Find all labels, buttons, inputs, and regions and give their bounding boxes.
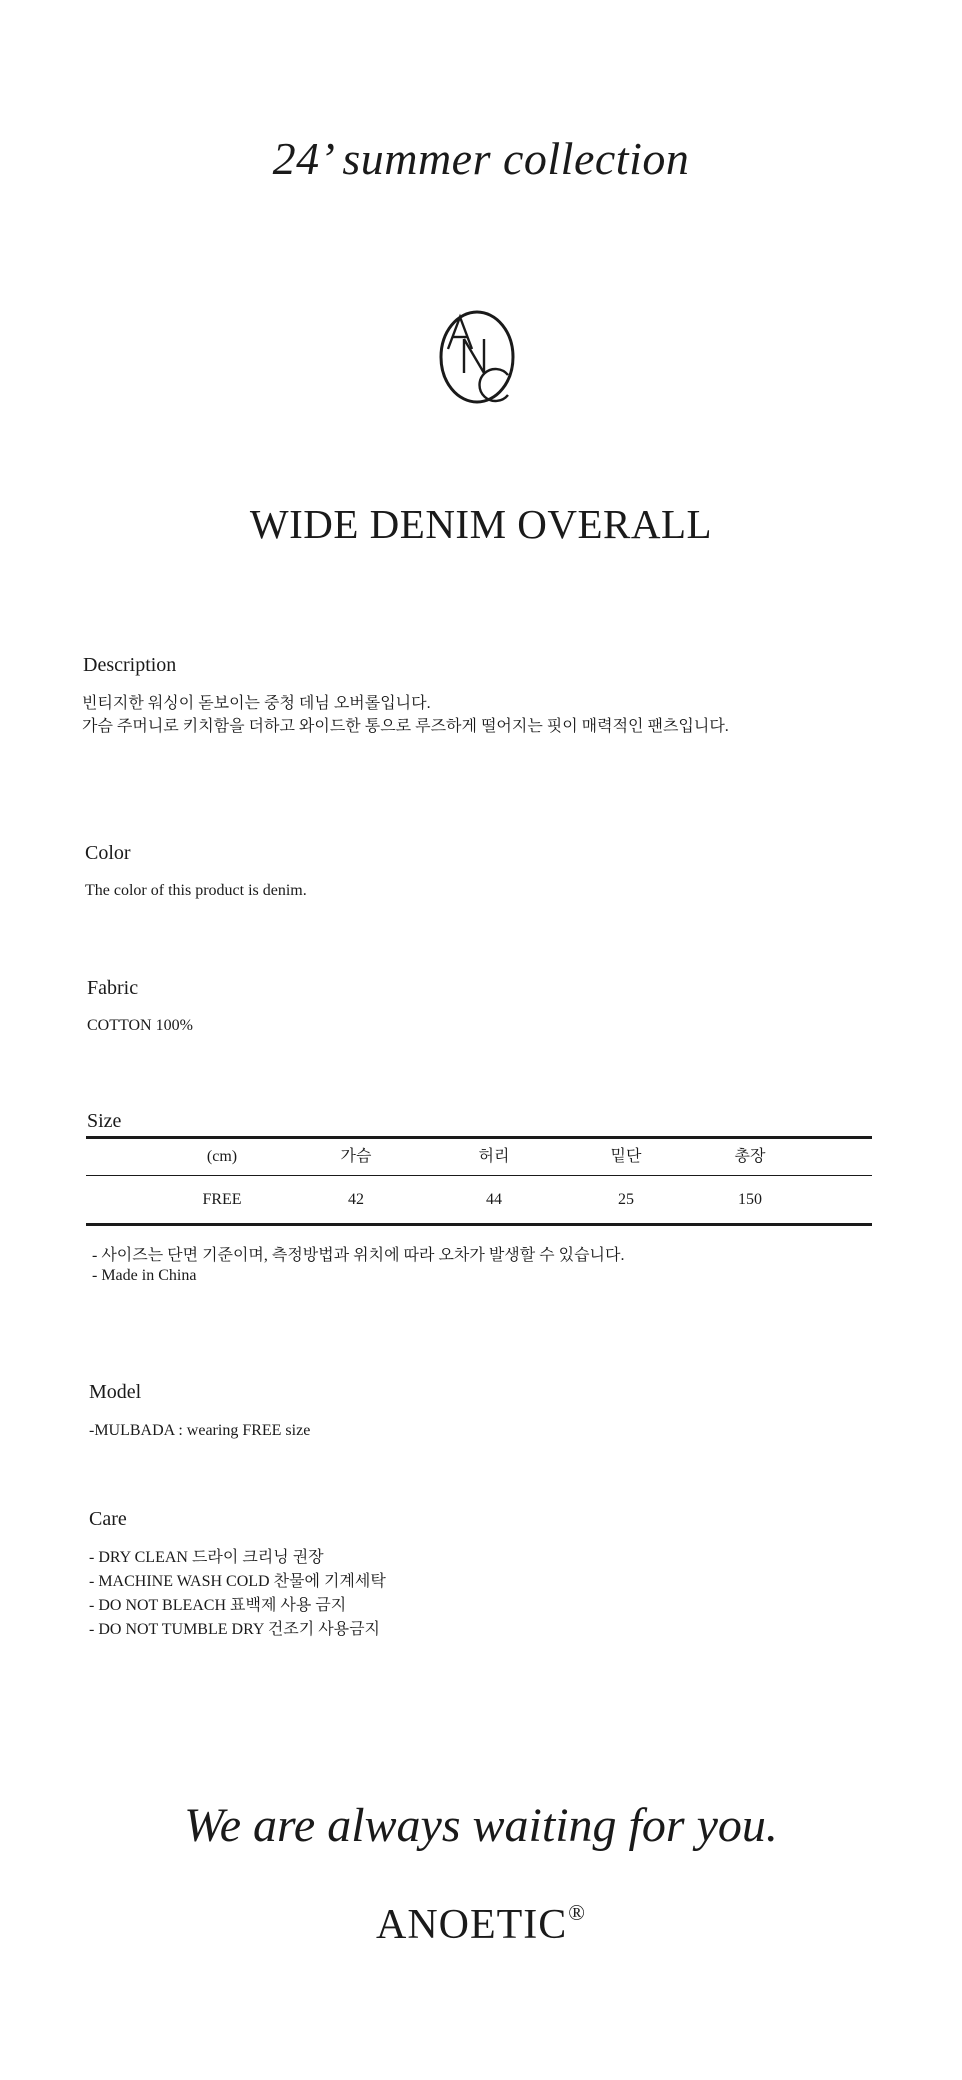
header-cell-waist: 허리: [478, 1148, 510, 1165]
size-cell: 44: [486, 1191, 502, 1208]
care-item: - DO NOT TUMBLE DRY 건조기 사용금지: [89, 1621, 381, 1638]
anc-monogram-icon: [438, 309, 516, 405]
table-rule-bottom: [86, 1223, 872, 1226]
care-title: Care: [89, 1508, 127, 1530]
brand-name: [0, 1900, 962, 1949]
header-cell-length: 총장: [734, 1148, 766, 1165]
header-cell-chest: 가슴: [340, 1148, 372, 1165]
collection-title: 24’ summer collection: [272, 133, 690, 184]
fabric-title: Fabric: [87, 977, 139, 999]
closing-message: We are always waiting for you.: [184, 1799, 778, 1852]
model-title: Model: [89, 1381, 142, 1403]
size-note: - Made in China: [92, 1267, 197, 1284]
care-item: - DO NOT BLEACH 표백제 사용 금지: [89, 1597, 347, 1614]
size-title: Size: [87, 1110, 122, 1132]
header-cell-unit: (cm): [206, 1148, 238, 1165]
size-notes: [92, 1246, 624, 1286]
registered-mark: ®: [568, 1900, 587, 1925]
table-header-row: [86, 1139, 872, 1175]
brand-text: ANOETIC: [375, 1902, 568, 1948]
description-title: Description: [83, 654, 177, 676]
color-text: The color of this product is denim.: [85, 882, 307, 899]
description-text: [82, 692, 729, 738]
care-list: [89, 1546, 386, 1642]
description-line: 빈티지한 워싱이 돋보이는 중청 데님 오버롤입니다.: [82, 695, 431, 712]
size-cell: 42: [348, 1191, 364, 1208]
color-title: Color: [85, 842, 131, 864]
care-item: - MACHINE WASH COLD 찬물에 기계세탁: [89, 1573, 386, 1590]
size-table: [86, 1136, 872, 1226]
header-cell-hem: 밑단: [610, 1148, 642, 1165]
product-title: WIDE DENIM OVERALL: [249, 501, 713, 547]
size-cell: FREE: [202, 1191, 242, 1208]
fabric-text: COTTON 100%: [87, 1017, 193, 1034]
model-text: -MULBADA : wearing FREE size: [89, 1422, 311, 1439]
size-note: - 사이즈는 단면 기준이며, 측정방법과 위치에 따라 오차가 발생할 수 있습니다.: [92, 1247, 625, 1264]
size-cell: 25: [618, 1191, 634, 1208]
description-line: 가슴 주머니로 키치함을 더하고 와이드한 통으로 루즈하게 떨어지는 핏이 매력적인 팬츠입니다.: [82, 718, 729, 735]
size-cell: 150: [738, 1191, 762, 1208]
care-item: - DRY CLEAN 드라이 크리닝 권장: [89, 1549, 324, 1566]
table-row: [86, 1176, 872, 1223]
